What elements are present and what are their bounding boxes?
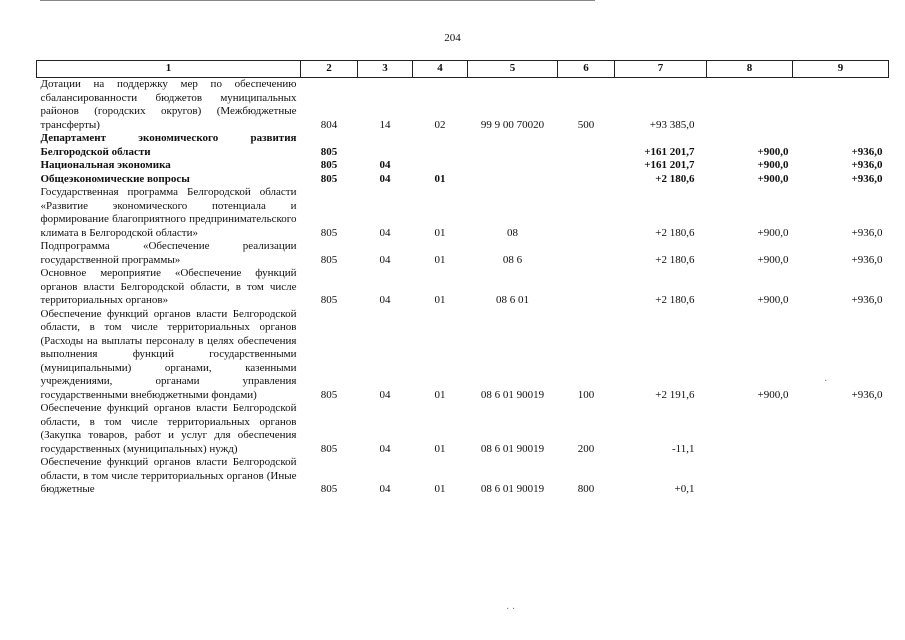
row-code-admin: 804: [320, 118, 338, 131]
row-expense-type: [558, 159, 615, 173]
row-amount-3: [793, 78, 889, 133]
table-row: [37, 78, 889, 133]
row-code-admin: 805: [320, 145, 338, 158]
row-amount-1: +2 180,6: [655, 253, 695, 266]
row-name: Государственная программа Белгородской области «Развитие экономического потенциала и формирование благоприятного предпринимательского климата в Белгородской области»: [40, 186, 297, 239]
scan-speck: ·: [824, 376, 828, 387]
header-cell: 7: [615, 61, 707, 78]
row-name: Департамент экономического развития Белгородской области: [40, 132, 297, 158]
row-amount-1: +2 191,6: [655, 388, 695, 401]
row-amount-1: +2 180,6: [655, 172, 695, 185]
table-row: [37, 240, 889, 267]
row-amount-2: [707, 402, 793, 456]
row-target-article: 08: [507, 226, 518, 239]
row-name: Обеспечение функций органов власти Белгородской области, в том числе территориальных органов (Расходы на выплаты персоналу в целях обеспечения выполнения функций государственными (муниципальными) органами, казенными учреждениями, органами управления государственными внебюджетными фондами): [40, 307, 297, 401]
row-expense-type: 500: [577, 118, 595, 131]
row-expense-type: [558, 173, 615, 187]
row-target-article: 99 9 00 70020: [480, 118, 545, 131]
row-amount-3: +936,0: [851, 294, 883, 306]
row-expense-type: 200: [577, 442, 595, 455]
row-target-article: 08 6: [502, 253, 523, 266]
row-target-article: [468, 173, 558, 187]
row-amount-2: +900,0: [757, 226, 789, 239]
table-row: [37, 456, 889, 497]
row-amount-1: +2 180,6: [655, 294, 695, 306]
row-name: Обеспечение функций органов власти Белгородской области, в том числе территориальных органов (Иные бюджетные: [40, 456, 297, 495]
row-amount-2: [707, 78, 793, 133]
row-amount-1: +2 180,6: [655, 226, 695, 239]
header-cell: 6: [558, 61, 615, 78]
row-code-admin: 805: [320, 294, 338, 306]
row-target-article: [468, 132, 558, 159]
page-number: 204: [444, 32, 461, 44]
row-target-article: 08 6 01 90019: [480, 442, 545, 455]
row-code-admin: 805: [320, 442, 338, 455]
row-subsection: 01: [434, 253, 446, 266]
row-subsection: 01: [434, 226, 446, 239]
row-amount-3: +936,0: [851, 226, 883, 239]
row-subsection: [413, 159, 468, 173]
table-header: [37, 61, 889, 78]
row-amount-3: +936,0: [851, 388, 883, 401]
row-section: 04: [379, 172, 391, 185]
row-subsection: 01: [434, 388, 446, 401]
row-section: 04: [379, 442, 391, 455]
row-amount-3: +936,0: [851, 145, 883, 158]
row-code-admin: 805: [320, 159, 338, 171]
row-section: 04: [379, 226, 391, 239]
row-subsection: 01: [434, 294, 446, 306]
row-code-admin: 805: [320, 172, 338, 185]
row-section: 04: [379, 294, 391, 306]
header-cell: 4: [413, 61, 468, 78]
row-section: 04: [379, 483, 391, 495]
row-amount-2: +900,0: [757, 388, 789, 401]
row-amount-2: +900,0: [757, 172, 789, 185]
row-code-admin: 805: [320, 253, 338, 266]
row-amount-3: +936,0: [851, 172, 883, 185]
row-section: 04: [379, 159, 391, 171]
row-section: 04: [379, 388, 391, 401]
header-cell: 8: [707, 61, 793, 78]
row-subsection: [413, 132, 468, 159]
budget-table: [36, 60, 889, 497]
table-row: [37, 186, 889, 240]
row-amount-3: [793, 456, 889, 497]
row-subsection: 01: [434, 442, 446, 455]
header-row: [37, 61, 889, 78]
row-name: Обеспечение функций органов власти Белгородской области, в том числе территориальных органов (Закупка товаров, работ и услуг для обеспечения государственных (муниципальных) нужд): [40, 402, 297, 455]
row-target-article: 08 6 01: [496, 294, 529, 306]
row-subsection: 01: [434, 172, 446, 185]
table-body: [37, 78, 889, 497]
row-expense-type: [558, 186, 615, 240]
row-code-admin: 805: [320, 388, 338, 401]
top-rule: [40, 0, 595, 1]
row-code-admin: 805: [320, 483, 338, 495]
row-amount-1: +0,1: [674, 483, 695, 495]
row-expense-type: [558, 240, 615, 267]
header-cell: 5: [468, 61, 558, 78]
row-expense-type: [558, 132, 615, 159]
table-row: [37, 267, 889, 308]
row-subsection: 02: [434, 118, 446, 131]
row-amount-3: [793, 402, 889, 456]
table-row: [37, 402, 889, 456]
table-row: [37, 173, 889, 187]
header-cell: 1: [37, 61, 301, 78]
row-name: Дотации на поддержку мер по обеспечению сбалансированности бюджетов муниципальных районов (городских округов) (Межбюджетные трансферты): [40, 78, 297, 131]
header-cell: 2: [301, 61, 358, 78]
row-expense-type: 100: [577, 388, 595, 401]
row-amount-2: +900,0: [757, 159, 789, 171]
table-row: [37, 132, 889, 159]
scan-speck: · ·: [506, 604, 516, 615]
header-cell: 9: [793, 61, 889, 78]
row-expense-type: [558, 267, 615, 308]
row-section: [358, 132, 413, 159]
header-cell: 3: [358, 61, 413, 78]
row-name: Национальная экономика: [40, 159, 171, 171]
row-amount-2: +900,0: [757, 145, 789, 158]
row-amount-1: +93 385,0: [649, 118, 695, 131]
row-expense-type: 800: [577, 483, 595, 495]
row-subsection: 01: [434, 483, 446, 495]
row-amount-3: +936,0: [851, 253, 883, 266]
row-target-article: [468, 159, 558, 173]
row-name: Общеэкономические вопросы: [40, 172, 190, 185]
row-amount-2: [707, 456, 793, 497]
row-section: 04: [379, 253, 391, 266]
row-amount-2: +900,0: [757, 253, 789, 266]
row-amount-3: +936,0: [851, 159, 883, 171]
row-code-admin: 805: [320, 226, 338, 239]
row-amount-1: +161 201,7: [644, 159, 695, 171]
row-section: 14: [379, 118, 391, 131]
row-target-article: 08 6 01 90019: [480, 388, 545, 401]
row-name: Основное мероприятие «Обеспечение функций органов власти Белгородской области, в том числе территориальных органов»: [40, 267, 297, 306]
row-target-article: 08 6 01 90019: [480, 483, 545, 495]
row-amount-2: +900,0: [757, 294, 789, 306]
table-row: [37, 159, 889, 173]
row-amount-1: -11,1: [671, 442, 695, 455]
table-row: [37, 308, 889, 403]
row-name: Подпрограмма «Обеспечение реализации государственной программы»: [40, 240, 297, 266]
row-amount-1: +161 201,7: [644, 145, 695, 158]
